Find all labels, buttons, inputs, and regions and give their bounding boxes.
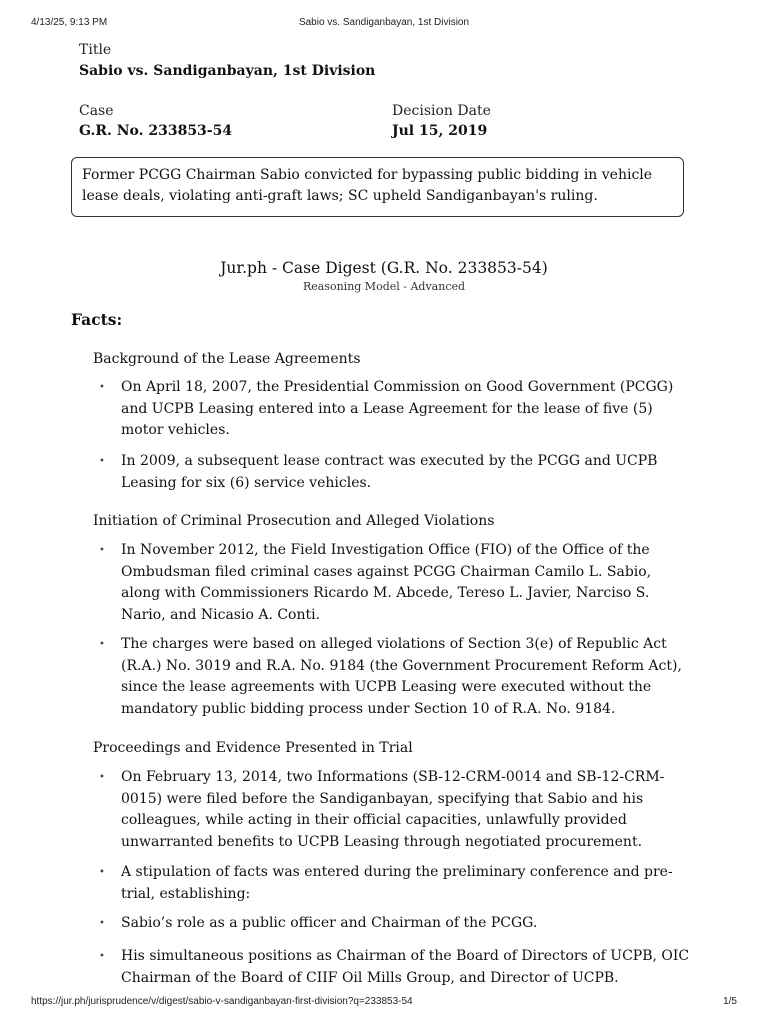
print-datetime: 4/13/25, 9:13 PM — [31, 17, 108, 28]
bullet-icon: • — [99, 772, 105, 783]
decision-date-value: Jul 15, 2019 — [392, 123, 488, 139]
bullet-icon: • — [99, 918, 105, 929]
list-item: • A stipulation of facts was entered during the preliminary conference and pre-trial, establishing: — [99, 864, 673, 902]
summary-box — [71, 157, 684, 217]
print-doc-title: Sabio vs. Sandiganbayan, 1st Division — [298, 17, 470, 28]
title-value: Sabio vs. Sandiganbayan, 1st Division — [79, 63, 376, 79]
subheading-proceedings-evidence: Proceedings and Evidence Presented in Trial — [93, 740, 413, 756]
list-item: • On February 13, 2014, two Informations (SB-12-CRM-0014 and SB-12-CRM-0015) were filed before the Sandiganbayan, specifying that Sabio and his colleagues, while acting in their official capacities, unlawfully provided unwarranted benefits to UCPB Leasing through negotiated procurement. — [99, 769, 665, 850]
case-label: Case — [79, 103, 114, 119]
bullet-icon: • — [99, 545, 105, 556]
summary-text: Former PCGG Chairman Sabio convicted for bypassing public bidding in vehicle lease deals, violating anti-graft laws; SC upheld Sandiganbayan's ruling. — [82, 167, 653, 204]
facts-heading: Facts: — [71, 310, 123, 329]
subheading-lease-background: Background of the Lease Agreements — [93, 351, 361, 367]
list-item: • In November 2012, the Field Investigation Office (FIO) of the Office of the Ombudsman filed criminal cases against PCGG Chairman Camilo L. Sabio, along with Commissioners Ricardo M. Abcede, Tereso L. Javier, Narciso S. Nario, and Nicasio A. Conti. — [99, 542, 652, 623]
title-label: Title — [79, 42, 112, 58]
subheading-criminal-prosecution: Initiation of Criminal Prosecution and Alleged Violations — [93, 513, 495, 529]
list-item: • In 2009, a subsequent lease contract was executed by the PCGG and UCPB Leasing for six (6) service vehicles. — [99, 453, 658, 491]
bullet-icon: • — [99, 639, 105, 650]
bullet-icon: • — [99, 382, 105, 393]
list-item: • His simultaneous positions as Chairman of the Board of Directors of UCPB, OIC Chairman of the Board of CIIF Oil Mills Group, and Director of UCPB. — [99, 948, 690, 986]
case-value: G.R. No. 233853-54 — [79, 123, 233, 139]
list-item: • Sabio’s role as a public officer and Chairman of the PCGG. — [121, 913, 691, 935]
print-url: https://jur.ph/jurisprudence/v/digest/sabio-v-sandiganbayan-first-division?q=233853-54 — [31, 996, 413, 1007]
bullet-icon: • — [99, 456, 105, 467]
bullet-icon: • — [99, 951, 105, 962]
bullet-icon: • — [99, 867, 105, 878]
decision-date-label: Decision Date — [392, 103, 491, 119]
list-item: • The charges were based on alleged violations of Section 3(e) of Republic Act (R.A.) No. 3019 and R.A. No. 9184 (the Government Procurement Reform Act), since the lease agreements with UCPB Leasing were executed without the mandatory public bidding process under Section 10 of R.A. No. 9184. — [99, 636, 682, 717]
page-number: 1/5 — [723, 996, 737, 1007]
list-item: • On April 18, 2007, the Presidential Commission on Good Government (PCGG) and UCPB Leasing entered into a Lease Agreement for the lease of five (5) motor vehicles. — [99, 379, 674, 438]
digest-subtitle: Reasoning Model - Advanced — [302, 280, 466, 293]
digest-title: Jur.ph - Case Digest (G.R. No. 233853-54) — [220, 259, 548, 277]
